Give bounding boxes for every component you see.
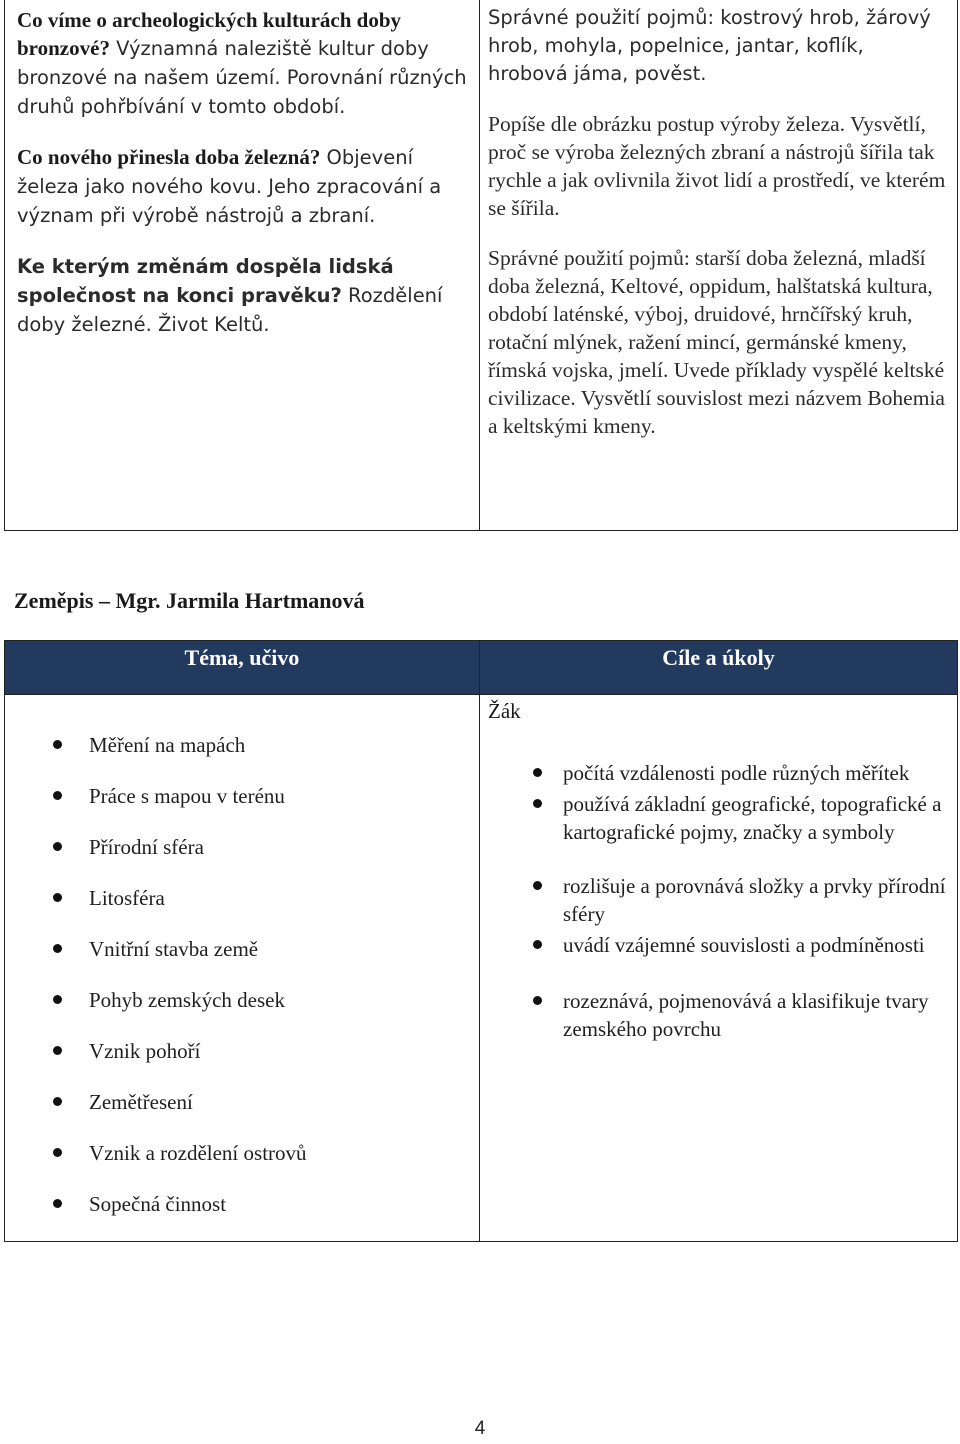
disc-bullet-icon [53,1148,62,1157]
goal-label: rozeznává, pojmenovává a klasifikuje tvary zemského povrchu [563,989,929,1041]
pupil-label: Žák [488,699,521,723]
table-row [5,695,958,1242]
list-item [488,759,949,787]
topic-label: Zemětřesení [89,1090,193,1114]
goal-label: používá základní geografické, topografické a kartografické pojmy, značky a symboly [563,792,942,844]
disc-bullet-icon [53,1097,62,1106]
disc-bullet-icon [53,944,62,953]
list-item [5,731,479,782]
disc-bullet-icon [53,893,62,902]
list-item [488,872,949,928]
goal-label: počítá vzdálenosti podle různých měřítek [563,761,910,785]
disc-bullet-icon [53,1046,62,1055]
list-item [5,1139,479,1190]
list-item [5,782,479,833]
goal-block-terms-iron: Správné použití pojmů: starší doba železná, mladší doba železná, Keltové, oppidum, halštatská kultura, období laténské, výboj, druidové, hrnčířský kruh, rotační mlýnek, ražení mincí, germánské kmeny, římská vojska, jmelí. Uvede příklady vyspělé keltské civilizace. Vysvětlí souvislost mezi názvem Bohemia a keltskými kmeny. [488,246,945,438]
disc-bullet-icon [533,799,542,808]
topic-question: Co nového přinesla doba železná? [17,145,321,169]
disc-bullet-icon [53,791,62,800]
topic-question: Co víme o archeologických kulturách doby bronzové? [17,8,402,60]
disc-bullet-icon [53,995,62,1004]
topic-label: Práce s mapou v terénu [89,784,285,808]
list-item [5,986,479,1037]
topic-cell [5,0,480,531]
topic-list [5,695,479,1241]
disc-bullet-icon [533,881,542,890]
topic-label: Měření na mapách [89,733,246,757]
list-item [488,931,949,959]
list-item [5,1190,479,1241]
topic-label: Sopečná činnost [89,1192,227,1216]
topic-label: Přírodní sféra [89,835,204,859]
disc-bullet-icon [53,1199,62,1208]
disc-bullet-icon [53,740,62,749]
history-curriculum-table [4,0,958,531]
list-item [5,1088,479,1139]
table-row [5,0,958,531]
goal-group [488,872,949,959]
topic-question: Ke kterým změnám dospěla lidská společnost na konci pravěku? [17,255,394,307]
topic-label: Vnitřní stavba země [89,937,259,961]
geography-curriculum-table [4,640,958,1242]
topic-label: Litosféra [89,886,165,910]
topics-cell [5,695,480,1242]
topic-block-end-of-prehistory [17,252,469,339]
list-item [488,790,949,846]
list-item [5,1037,479,1088]
topic-text: Objevení železa jako nového kovu. Jeho zpracování a význam při výrobě nástrojů a zbraní. [17,146,442,227]
list-item [5,884,479,935]
goals-cell [480,0,958,531]
section-heading: Zeměpis – Mgr. Jarmila Hartmanová [14,588,365,613]
goal-group [488,759,949,846]
goal-block-terms-bronze: Správné použití pojmů: kostrový hrob, žárový hrob, mohyla, popelnice, jantar, koflík, hrobová jáma, pověst. [488,6,931,85]
column-header-goals: Cíle a úkoly [480,641,958,695]
topic-label: Pohyb zemských desek [89,988,285,1012]
goal-block-iron-production: Popíše dle obrázku postup výroby železa. Vysvětlí, proč se výroba železných zbraní a nástrojů šířila tak rychle a jak ovlivnila život lidí a prostředí, ve kterém se šířila. [488,112,946,220]
goal-label: uvádí vzájemné souvislosti a podmíněnosti [563,933,925,957]
list-item [5,833,479,884]
topic-label: Vznik a rozdělení ostrovů [89,1141,307,1165]
topic-text: Významná naleziště kultur doby bronzové na našem území. Porovnání různých druhů pohřbívání v tomto období. [17,37,467,118]
list-item [5,935,479,986]
goals-cell [480,695,958,1242]
disc-bullet-icon [533,940,542,949]
topic-block-bronze-age [17,6,469,121]
disc-bullet-icon [533,996,542,1005]
goal-label: rozlišuje a porovnává složky a prvky přírodní sféry [563,874,946,926]
list-item [488,987,949,1043]
column-header-topic: Téma, učivo [5,641,480,695]
goal-group [488,987,949,1043]
page-number: 4 [474,1418,486,1439]
topic-text: Rozdělení doby železné. Život Keltů. [17,284,443,336]
disc-bullet-icon [533,768,542,777]
topic-block-iron-age [17,143,469,230]
table-header-row [5,641,958,695]
disc-bullet-icon [53,842,62,851]
topic-label: Vznik pohoří [89,1039,201,1063]
